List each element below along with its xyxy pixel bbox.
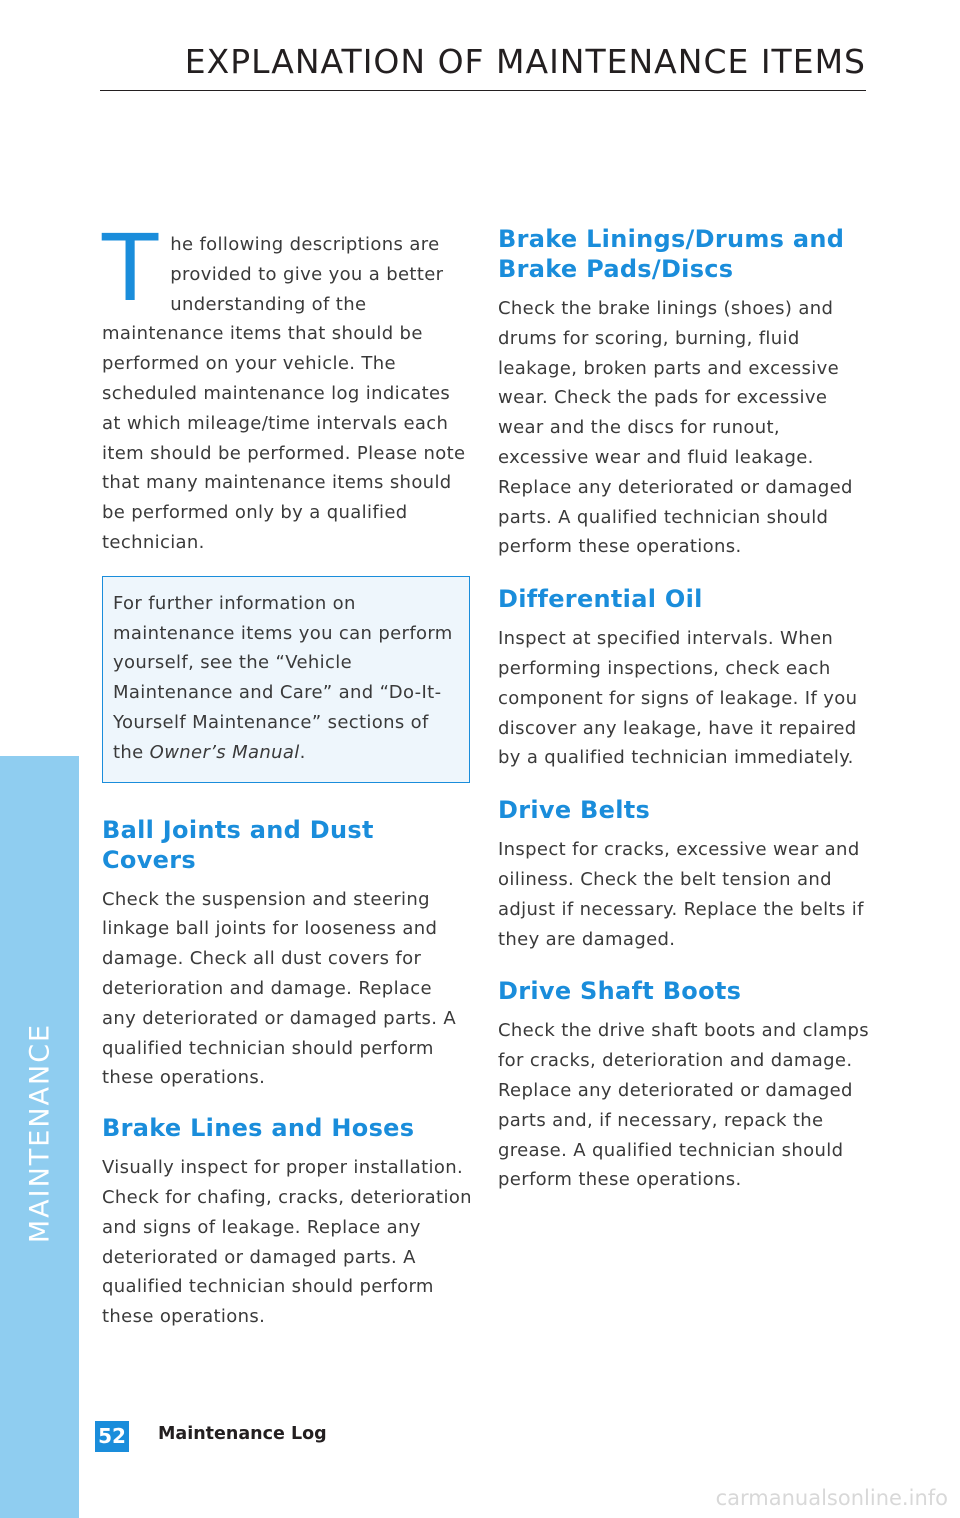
note-text-after: . <box>299 741 306 763</box>
section-ball-joints <box>102 815 472 1094</box>
section-brake-lines <box>102 1113 472 1332</box>
section-heading: Drive Shaft Boots <box>498 977 742 1006</box>
page-header <box>100 38 866 91</box>
section-drive-shaft-boots <box>498 976 870 1195</box>
watermark: carmanualsonline.info <box>715 1486 948 1510</box>
section-differential-oil <box>498 584 870 773</box>
drop-cap: T <box>102 215 159 322</box>
section-heading: Differential Oil <box>498 585 703 614</box>
section-heading: Brake Linings/Drums and Brake Pads/Discs <box>498 225 845 283</box>
note-text <box>113 589 461 768</box>
section-body: Visually inspect for proper installation. Check for chafing, cracks, deterioration and signs of leakage. Replace any deteriorated or damaged parts. A qualified technician should perform these operations. <box>102 1157 472 1328</box>
section-body: Check the brake linings (shoes) and drums for scoring, burning, fluid leakage, broken parts and excessive wear. Check the pads for excessive wear and the discs for runout, excessive wear and fluid leakage. Replace any deteriorated or damaged parts. A qualified technician should perform these operations. <box>498 298 853 558</box>
section-body: Check the suspension and steering linkage ball joints for looseness and damage. Check all dust covers for deterioration and damage. Replace any deteriorated or damaged parts. A qualified technician should perform these operations. <box>102 888 457 1089</box>
section-heading: Brake Lines and Hoses <box>102 1114 415 1143</box>
intro-paragraph <box>102 215 472 558</box>
intro-text: he following descriptions are provided to give you a better understanding of the maintenance items that should be performed on your vehicle. The scheduled maintenance log indicates at which mileage/time intervals each item should be performed. Please note that many maintenance items should be performed only by a qualified technician. <box>102 234 466 553</box>
section-brake-linings <box>498 224 870 562</box>
note-box <box>102 576 470 783</box>
section-drive-belts <box>498 795 870 954</box>
section-body: Inspect at specified intervals. When performing inspections, check each component for signs of leakage. If you discover any leakage, have it repaired by a qualified technician immediately. <box>498 628 858 769</box>
section-heading: Drive Belts <box>498 796 651 825</box>
page-number: 52 <box>95 1421 129 1452</box>
section-heading: Ball Joints and Dust Covers <box>102 815 374 874</box>
right-column <box>498 224 870 1195</box>
section-body: Inspect for cracks, excessive wear and oiliness. Check the belt tension and adjust if necessary. Replace the belts if they are damaged. <box>498 839 864 950</box>
footer-section-label: Maintenance Log <box>158 1424 327 1444</box>
section-body: Check the drive shaft boots and clamps for cracks, deterioration and damage. Replace any deteriorated or damaged parts and, if necessary, repack the grease. A qualified technician should perform these operations. <box>498 1020 870 1191</box>
note-text-before: For further information on maintenance items you can perform yourself, see the “Vehicle Maintenance and Care” and “Do-It-Yourself Maintenance” sections of the <box>113 592 453 763</box>
side-tab-label: MAINTENANCE <box>24 1022 56 1244</box>
left-column <box>102 215 472 1332</box>
owners-manual-title: Owner’s Manual <box>149 741 300 763</box>
page-title: EXPLANATION OF MAINTENANCE ITEMS <box>184 42 866 81</box>
